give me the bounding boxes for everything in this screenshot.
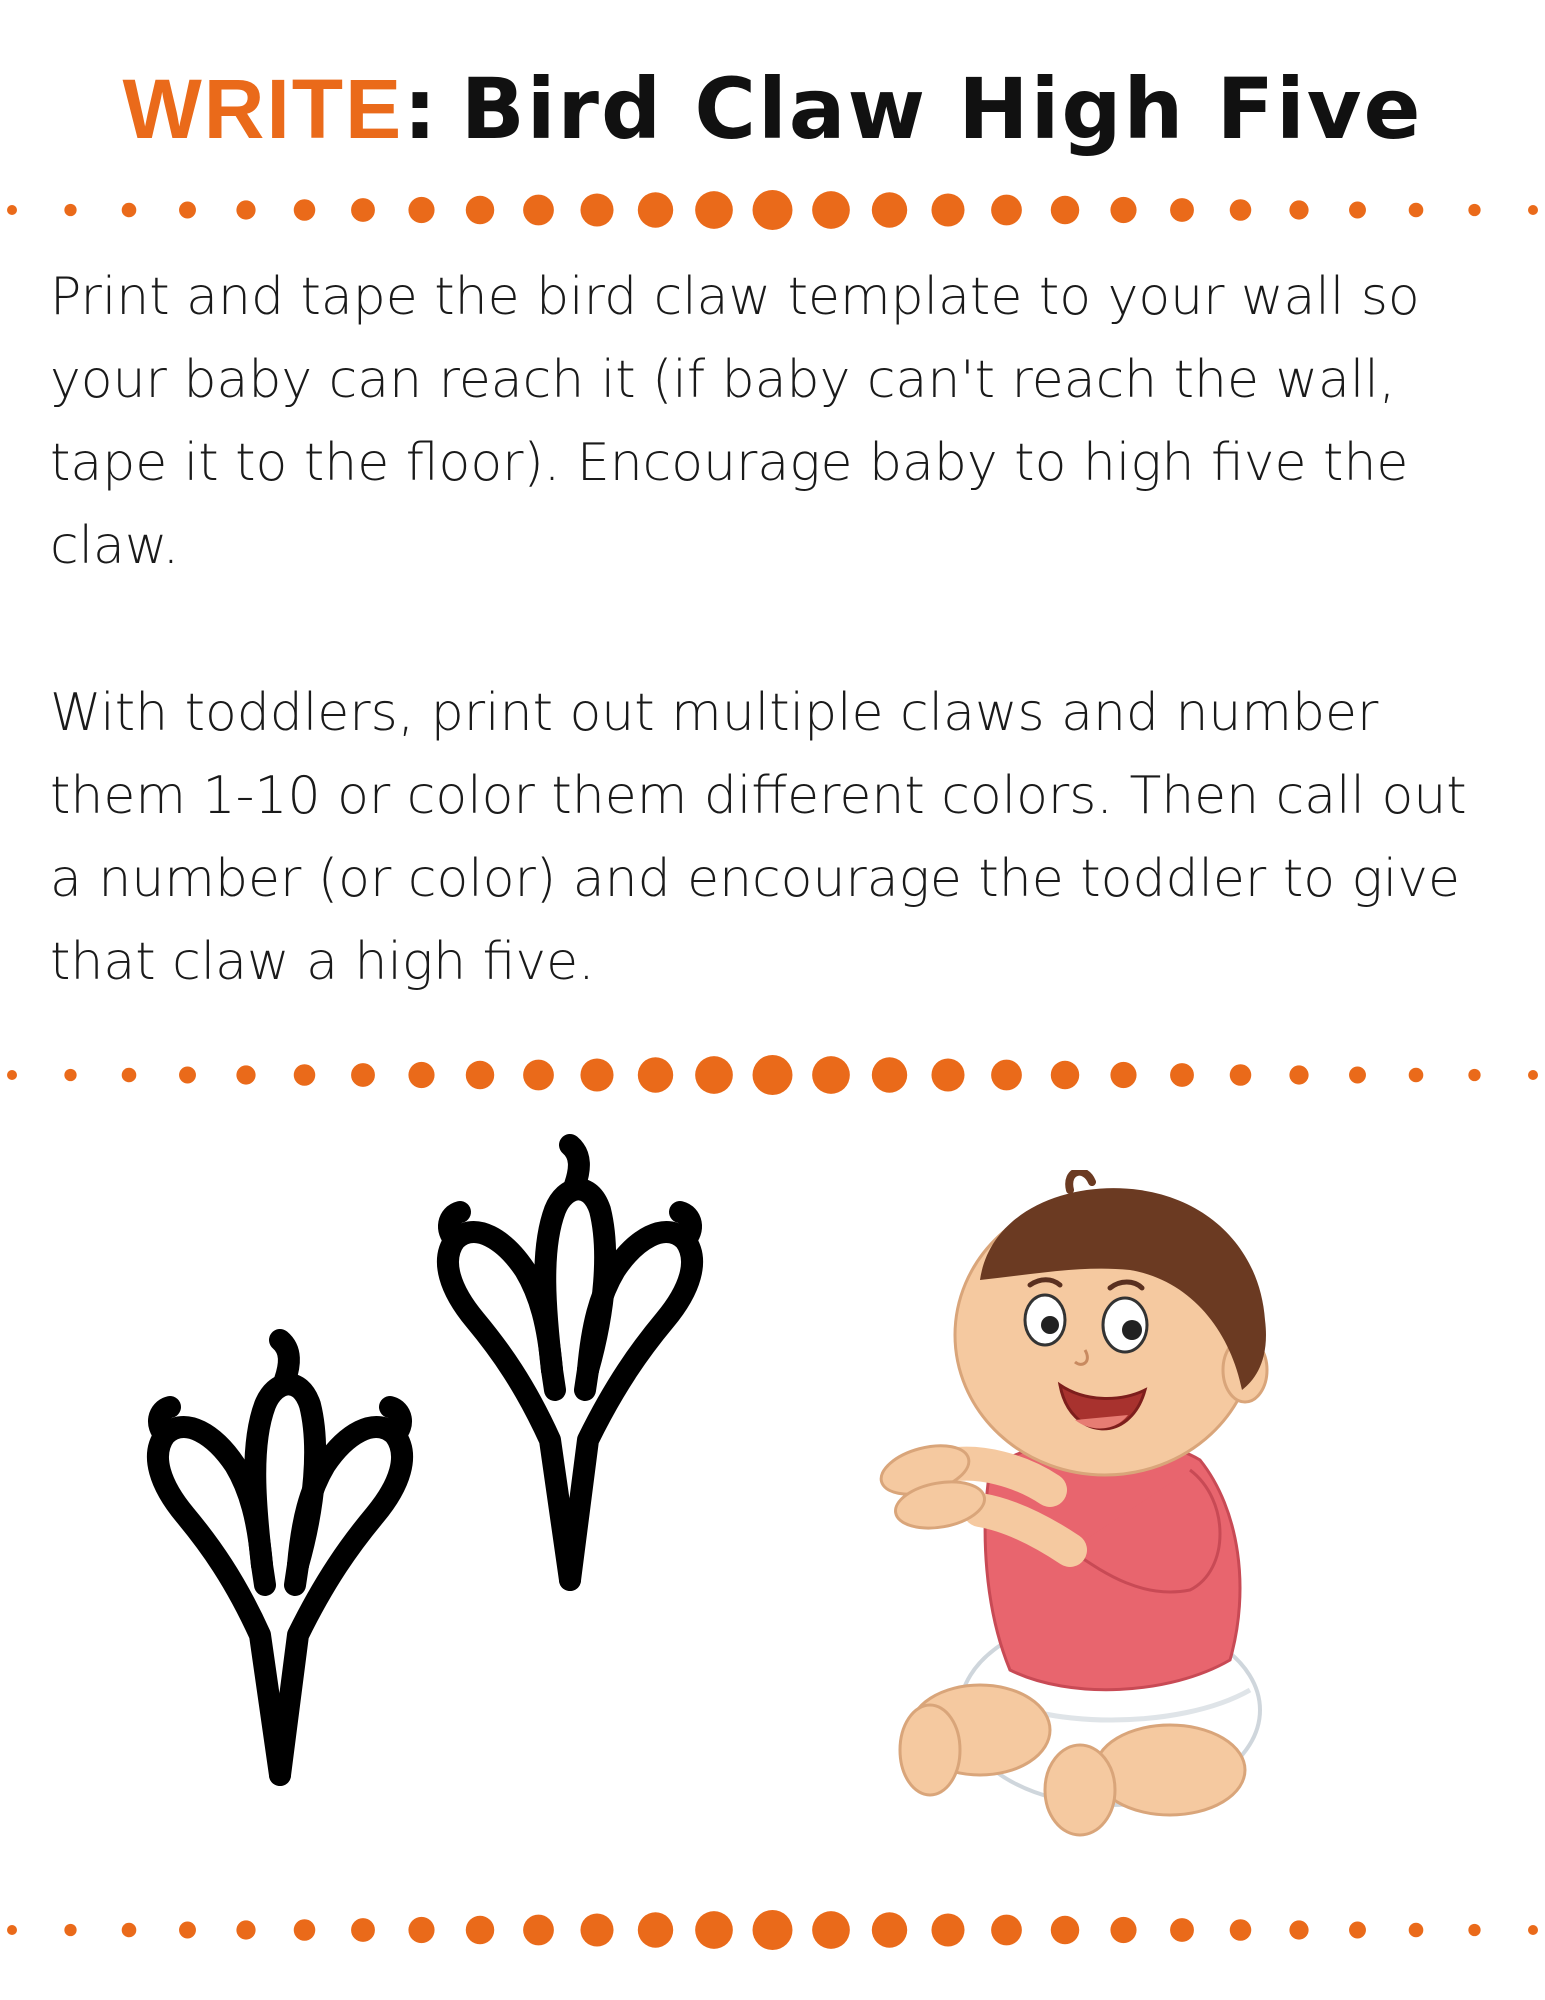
- divider-dot: [351, 1063, 375, 1087]
- divider-dot: [812, 1911, 850, 1949]
- title-separator: :: [403, 60, 439, 158]
- divider-dot: [351, 1918, 375, 1942]
- divider-dot: [466, 1061, 494, 1089]
- divider-dot: [638, 1057, 673, 1092]
- divider-dot: [695, 1911, 733, 1949]
- divider-dot: [812, 191, 850, 229]
- divider-dot: [408, 1062, 434, 1088]
- instruction-paragraph-2: With toddlers, print out multiple claws and number them 1-10 or color them different colors. Then call out a number (or color) and encourage the toddler to give that claw a high five.: [50, 683, 1467, 992]
- divider-dot: [1349, 1922, 1366, 1939]
- divider-dot: [7, 1070, 17, 1080]
- divider-dot: [872, 1912, 907, 1947]
- divider-dot: [122, 1068, 137, 1083]
- divider-dot: [466, 196, 494, 224]
- divider-dot: [931, 1913, 964, 1946]
- divider-dot: [695, 191, 733, 229]
- clapping-baby-illustration: [870, 1170, 1310, 1850]
- title-text: Bird Claw High Five: [460, 60, 1423, 158]
- divider-dot: [179, 202, 196, 219]
- divider-dot: [64, 1069, 76, 1081]
- divider-dot: [1170, 1918, 1194, 1942]
- divider-dot: [695, 1056, 733, 1094]
- divider-dot: [64, 204, 76, 216]
- divider-dot: [408, 1917, 434, 1943]
- divider-dot: [1468, 1924, 1480, 1936]
- divider-dot: [523, 1060, 554, 1091]
- divider-dot: [753, 190, 793, 230]
- divider-dot: [580, 193, 613, 226]
- divider-dot: [408, 197, 434, 223]
- bird-claw-icon: [130, 1110, 850, 1830]
- divider-dot: [523, 195, 554, 226]
- divider-dot: [1051, 1061, 1079, 1089]
- divider-dot: [294, 199, 316, 221]
- title-keyword: WRITE: [122, 62, 404, 156]
- divider-dot: [1230, 1919, 1252, 1941]
- divider-dot: [179, 1067, 196, 1084]
- divider-dot: [122, 1923, 137, 1938]
- divider-dot: [931, 193, 964, 226]
- divider-dot: [1468, 204, 1480, 216]
- divider-dot: [991, 1915, 1022, 1946]
- divider-dot: [991, 1060, 1022, 1091]
- dotted-divider-top: [0, 185, 1545, 235]
- divider-dot: [1051, 1916, 1079, 1944]
- divider-dot: [1528, 205, 1538, 215]
- divider-dot: [236, 200, 255, 219]
- divider-dot: [872, 192, 907, 227]
- divider-dot: [351, 198, 375, 222]
- divider-dot: [236, 1065, 255, 1084]
- divider-dot: [638, 1912, 673, 1947]
- divider-dot: [1110, 1062, 1136, 1088]
- dotted-divider-middle: [0, 1050, 1545, 1100]
- divider-dot: [753, 1055, 793, 1095]
- divider-dot: [7, 1925, 17, 1935]
- divider-dot: [1528, 1925, 1538, 1935]
- divider-dot: [1051, 196, 1079, 224]
- divider-dot: [1349, 202, 1366, 219]
- divider-dot: [638, 192, 673, 227]
- divider-dot: [64, 1924, 76, 1936]
- divider-dot: [580, 1913, 613, 1946]
- divider-dot: [872, 1057, 907, 1092]
- divider-dot: [1230, 199, 1252, 221]
- divider-dot: [1528, 1070, 1538, 1080]
- divider-dot: [812, 1056, 850, 1094]
- divider-dot: [294, 1064, 316, 1086]
- divider-dot: [122, 203, 137, 218]
- divider-dot: [1409, 1923, 1424, 1938]
- divider-dot: [931, 1058, 964, 1091]
- dotted-divider-bottom: [0, 1905, 1545, 1955]
- divider-dot: [1170, 1063, 1194, 1087]
- divider-dot: [991, 195, 1022, 226]
- divider-dot: [1289, 1920, 1308, 1939]
- divider-dot: [236, 1920, 255, 1939]
- divider-dot: [7, 205, 17, 215]
- divider-dot: [1409, 203, 1424, 218]
- divider-dot: [179, 1922, 196, 1939]
- divider-dot: [466, 1916, 494, 1944]
- divider-dot: [1230, 1064, 1252, 1086]
- divider-dot: [294, 1919, 316, 1941]
- divider-dot: [580, 1058, 613, 1091]
- divider-dot: [1289, 200, 1308, 219]
- divider-dot: [1468, 1069, 1480, 1081]
- divider-dot: [753, 1910, 793, 1950]
- divider-dot: [1110, 1917, 1136, 1943]
- divider-dot: [1289, 1065, 1308, 1084]
- divider-dot: [1170, 198, 1194, 222]
- instruction-paragraph-1: Print and tape the bird claw template to your wall so your baby can reach it (if baby can't reach the wall, tape it to the floor). Encourage baby to high five the claw.: [50, 267, 1420, 576]
- divider-dot: [1110, 197, 1136, 223]
- divider-dot: [1349, 1067, 1366, 1084]
- page-title: [0, 60, 1545, 158]
- divider-dot: [1409, 1068, 1424, 1083]
- divider-dot: [523, 1915, 554, 1946]
